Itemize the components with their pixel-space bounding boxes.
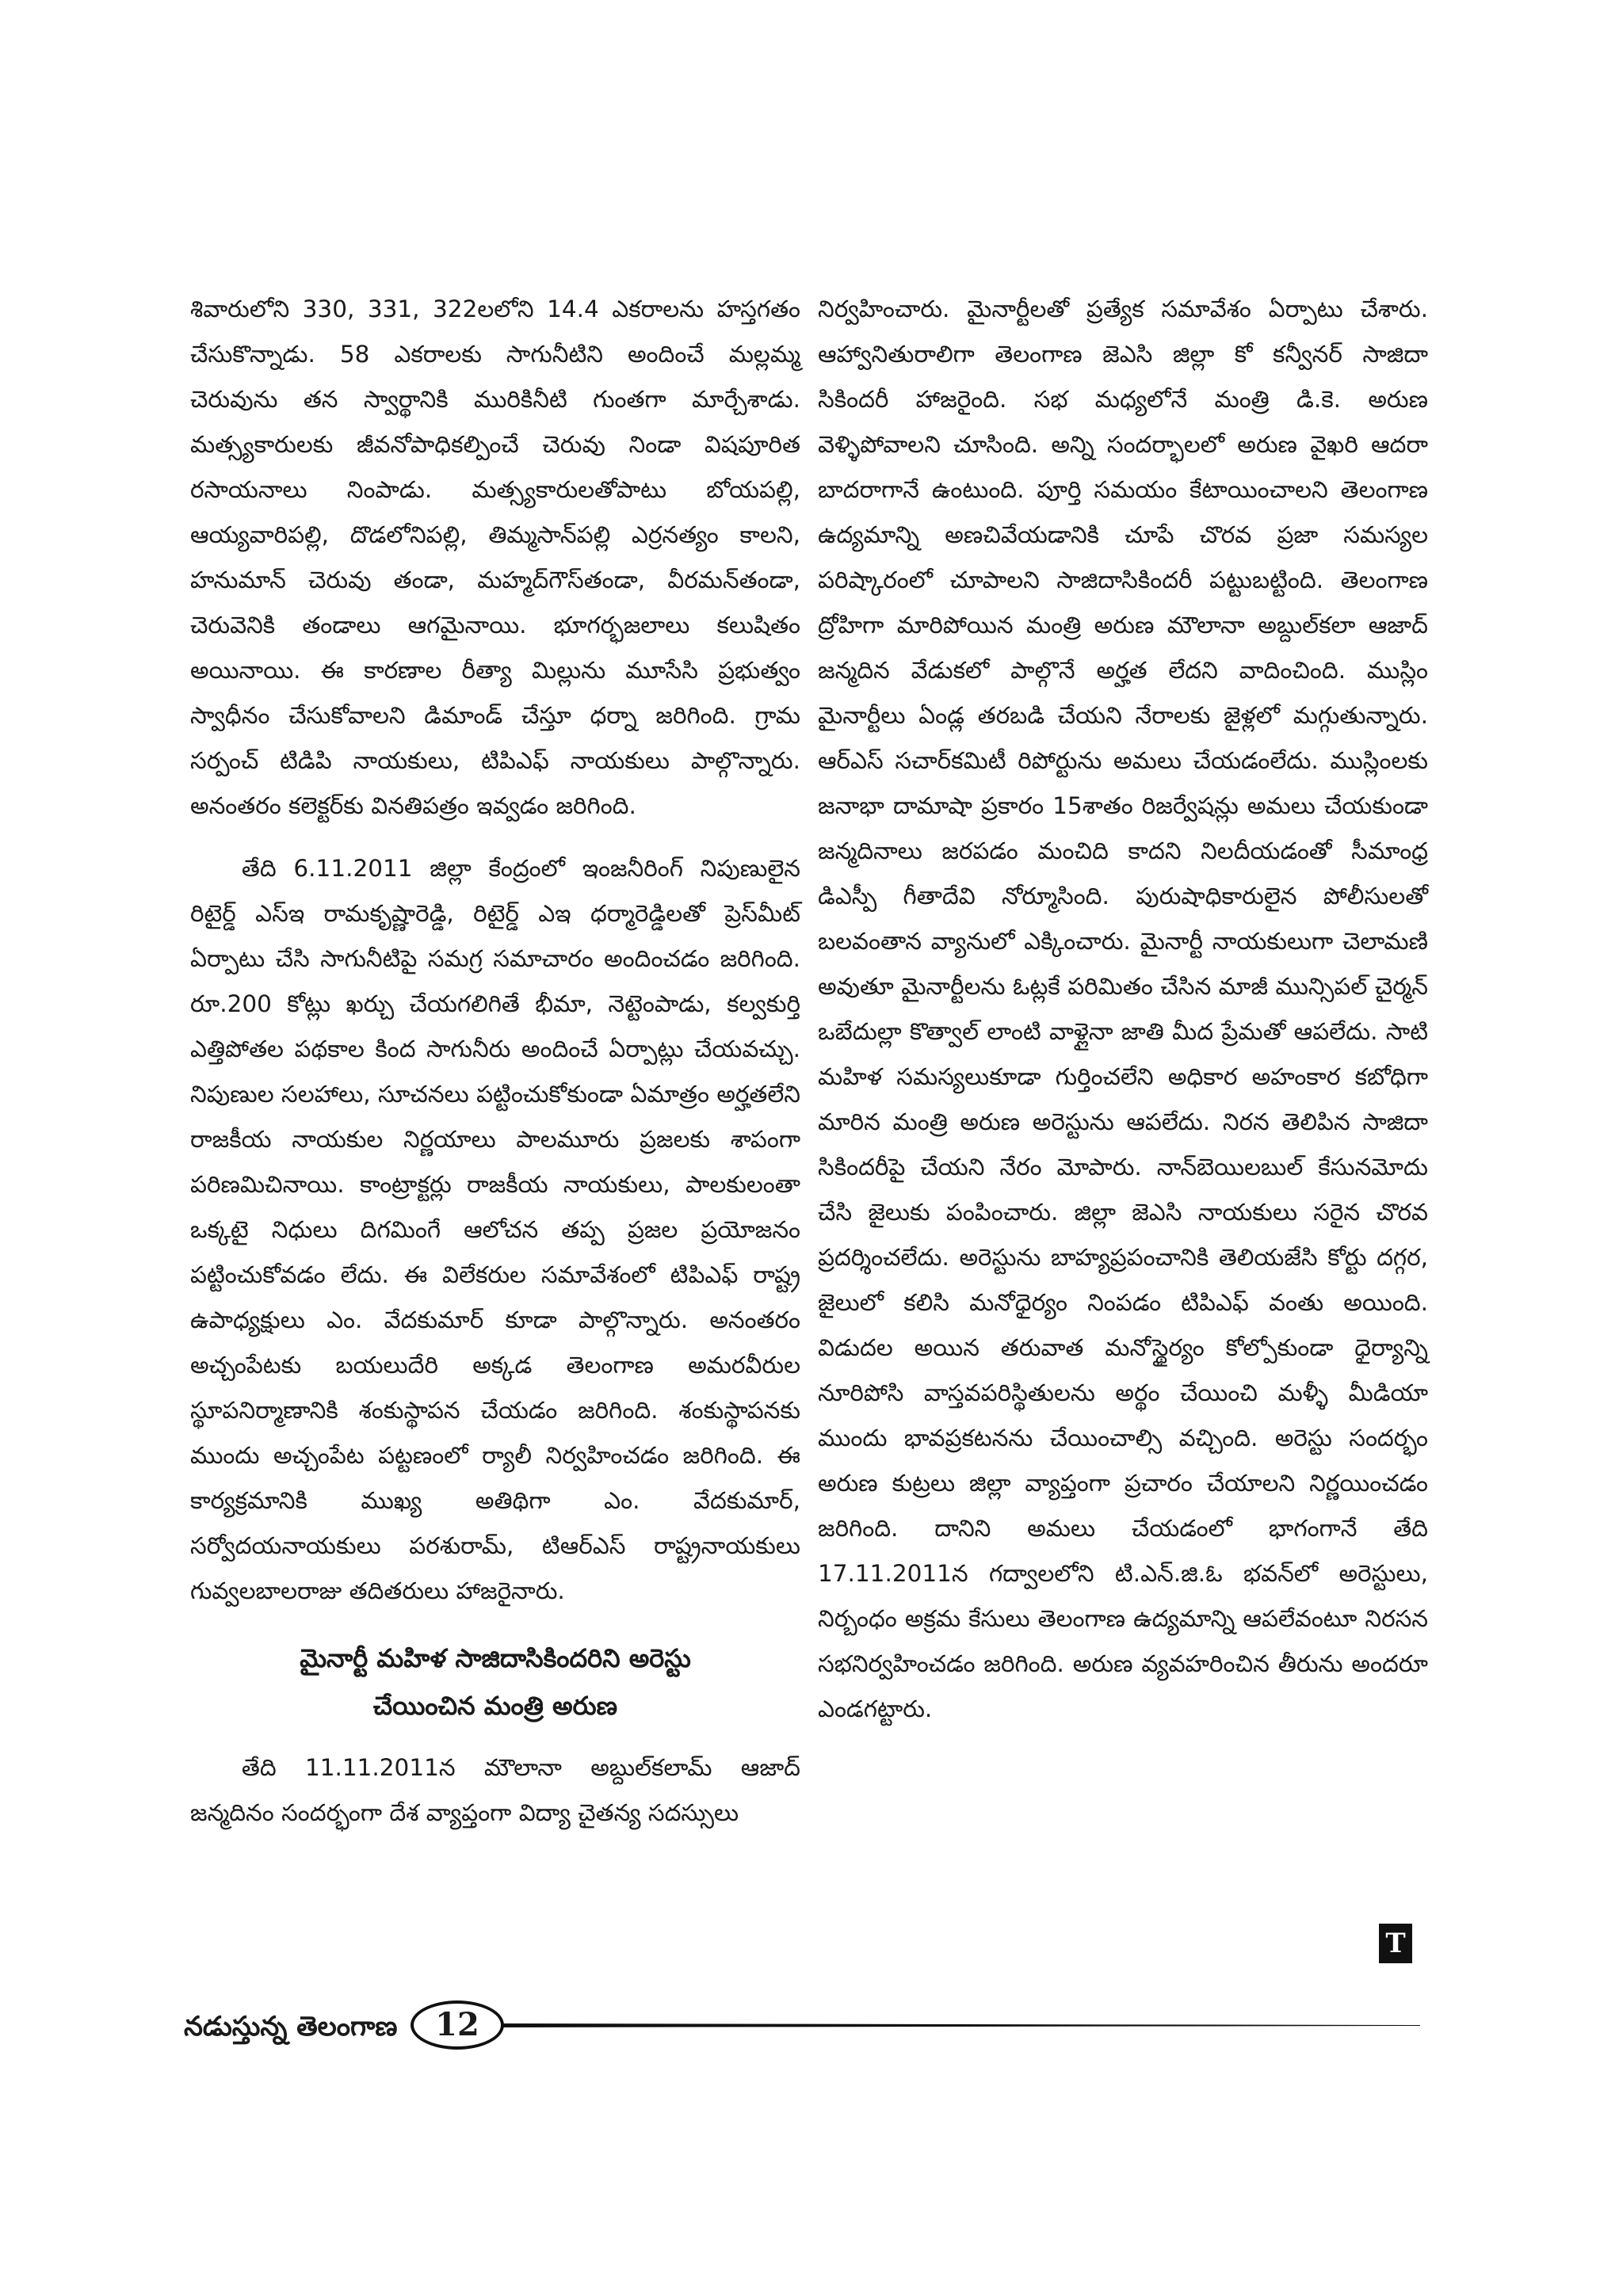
section-heading-line-2: చేయించిన మంత్రి అరుణ (372, 1691, 618, 1721)
section-heading (190, 1634, 800, 1730)
section-heading-line-1: మైనార్టీ మహిళ సాజిదాసికిందరిని అరెస్టు (300, 1643, 691, 1673)
left-paragraph-2: తేది 6.11.2011 జిల్లా కేంద్రంలో ఇంజనీరింగ్ నిపుణులైన రిటైర్డ్ ఎస్ఇ రామకృష్ణారెడ్డి, రిటైర్డ్ ఎఇ ధర్మారెడ్డిలతో ప్రెస్‌మీట్ ఏర్పాటు చేసి సాగునీటిపై సమగ్ర సమాచారం అందించడం జరిగింది. రూ.200 కోట్లు ఖర్చు చేయగలిగితే భీమా, నెట్టెంపాడు, కల్వకుర్తి ఎత్తిపోతల పథకాల కింద సాగునీరు అందించే ఏర్పాట్లు చేయవచ్చు. నిపుణుల సలహాలు, సూచనలు పట్టించుకోకుండా ఏమాత్రం అర్హతలేని రాజకీయ నాయకుల నిర్ణయాలు పాలమూరు ప్రజలకు శాపంగా పరిణమిచినాయి. కాంట్రాక్టర్లు రాజకీయ నాయకులు, పాలకులంతా ఒక్కటై నిధులు దిగమింగే ఆలోచన తప్ప ప్రజల ప్రయోజనం పట్టించుకోవడం లేదు. ఈ విలేకరుల సమావేశంలో టిపిఎఫ్ రాష్ట్ర ఉపాధ్యక్షులు ఎం. వేదకుమార్ కూడా పాల్గొన్నారు. అనంతరం అచ్చంపేటకు బయలుదేరి అక్కడ తెలంగాణ అమరవీరుల స్థూపనిర్మాణానికి శంకుస్థాపన చేయడం జరిగింది. శంకుస్థాపనకు ముందు అచ్చంపేట పట్టణంలో ర్యాలీ నిర్వహించడం జరిగింది. ఈ కార్యక్రమానికి ముఖ్య అతిథిగా ఎం. వేదకుమార్, సర్వోదయనాయకులు పరశురామ్, టిఆర్ఎస్ రాష్ట్రనాయకులు గువ్వలబాలరాజు తదితరులు హాజరైనారు. (190, 855, 800, 1604)
left-paragraph-1: శివారులోని 330, 331, 322లలోని 14.4 ఎకరాలను హస్తగతం చేసుకొన్నాడు. 58 ఎకరాలకు సాగునీటిని అందించే మల్లమ్మ చెరువును తన స్వార్థానికి మురికినీటి గుంతగా మార్చేశాడు. మత్స్యకారులకు జీవనోపాధికల్పించే చెరువు నిండా విషపూరిత రసాయనాలు నింపాడు. మత్స్యకారులతోపాటు బోయపల్లి, ఆయ్యవారిపల్లి, దొడలోనిపల్లి, తిమ్మసాన్‌పల్లి ఎర్రనత్యం కాలని, హనుమాన్ చెరువు తండా, మహ్మద్‌గౌస్‌తండా, వీరమన్‌తండా, చెరువెనికి తండాలు ఆగమైనాయి. భూగర్భజలాలు కలుషితం అయినాయి. ఈ కారణాల రీత్యా మిల్లును మూసేసి ప్రభుత్వం స్వాధీనం చేసుకోవాలని డిమాండ్ చేస్తూ ధర్నా జరిగింది. గ్రామ సర్పంచ్ టిడిపి నాయకులు, టిపిఎఫ్ నాయకులు పాల్గొన్నారు. అనంతరం కలెక్టర్‌కు వినతిపత్రం ఇవ్వడం జరిగింది. (190, 296, 800, 819)
left-paragraph-3: తేది 11.11.2011న మౌలానా అబ్దుల్‌కలామ్ ఆజాద్ జన్మదినం సందర్భంగా దేశ వ్యాప్తంగా విద్యా చైతన్య సదస్సులు (190, 1754, 800, 1826)
footer-rule (498, 2023, 1420, 2027)
end-of-article-logo: T (1379, 1924, 1412, 1963)
left-column (190, 287, 800, 1836)
right-column (818, 287, 1428, 1732)
page-footer (184, 1997, 1420, 2060)
right-paragraph-1: నిర్వహించారు. మైనార్టీలతో ప్రత్యేక సమావేశం ఏర్పాటు చేశారు. ఆహ్వానితురాలిగా తెలంగాణ జెఎసి జిల్లా కో కన్వీనర్ సాజిదా సికిందరీ హాజరైంది. సభ మధ్యలోనే మంత్రి డి.కె. అరుణ వెళ్ళిపోవాలని చూసింది. అన్ని సందర్భాలలో అరుణ వైఖరి ఆదరా బాదరాగానే ఉంటుంది. పూర్తి సమయం కేటాయించాలని తెలంగాణ ఉద్యమాన్ని అణచివేయడానికి చూపే చొరవ ప్రజా సమస్యల పరిష్కారంలో చూపాలని సాజిదాసికిందరీ పట్టుబట్టింది. తెలంగాణ ద్రోహిగా మారిపోయిన మంత్రి అరుణ మౌలానా అబ్దుల్‌కలా ఆజాద్ జన్మదిన వేడుకలో పాల్గొనే అర్హత లేదని వాదించింది. ముస్లిం మైనార్టీలు ఏండ్ల తరబడి చేయని నేరాలకు జైళ్లలో మగ్గుతున్నారు. ఆర్ఎస్ సచార్‌కమిటీ రిపోర్టును అమలు చేయడంలేదు. ముస్లింలకు జనాభా దామాషా ప్రకారం 15శాతం రిజర్వేషన్లు అమలు చేయకుండా జన్మదినాలు జరపడం మంచిది కాదని నిలదీయడంతో సీమాంధ్ర డిఎస్పీ గీతాదేవి నోర్మూసింది. పురుషాధికారులైన పోలీసులతో బలవంతాన వ్యానులో ఎక్కించారు. మైనార్టీ నాయకులుగా చెలామణి అవుతూ మైనార్టీలను ఓట్లకే పరిమితం చేసిన మాజీ మున్సిపల్ చైర్మన్ ఒబేదుల్లా కొత్వాల్ లాంటి వాళ్లైనా జాతి మీద ప్రేమతో ఆపలేదు. సాటి మహిళ సమస్యలుకూడా గుర్తించలేని అధికార అహంకార కబోధిగా మారిన మంత్రి అరుణ అరెస్టును ఆపలేదు. నిరన తెలిపిన సాజిదా సికిందరీపై చేయని నేరం మోపారు. నాన్‌బెయిలబుల్ కేసునమోదు చేసి జైలుకు పంపించారు. జిల్లా జెఎసి నాయకులు సరైన చొరవ ప్రదర్శించలేదు. అరెస్టును బాహ్యప్రపంచానికి తెలియజేసి కోర్టు దగ్గర, జైలులో కలిసి మనోధైర్యం నింపడం టిపిఎఫ్ వంతు అయింది. విడుదల అయిన తరువాత మనోస్థైర్యం కోల్పోకుండా ధైర్యాన్ని నూరిపోసి వాస్తవపరిస్థితులను అర్థం చేయించి మళ్ళీ మీడియా ముందు భావప్రకటనను చేయించాల్సి వచ్చింది. అరెస్టు సందర్భం అరుణ కుట్రలు జిల్లా వ్యాప్తంగా ప్రచారం చేయాలని నిర్ణయించడం జరిగింది. దానిని అమలు చేయడంలో భాగంగానే తేది 17.11.2011న గద్వాలలోని టి.ఎన్.జి.ఓ భవన్‌లో అరెస్టులు, నిర్బంధం అక్రమ కేసులు తెలంగాణ ఉద్యమాన్ని ఆపలేవంటూ నిరసన సభనిర్వహించడం జరిగింది. అరుణ వ్యవహరించిన తీరును అందరూ ఎండగట్టారు. (818, 296, 1428, 1722)
page-number: 12 (411, 2000, 504, 2050)
magazine-name: నడుస్తున్న తెలంగాణ (184, 2011, 398, 2042)
